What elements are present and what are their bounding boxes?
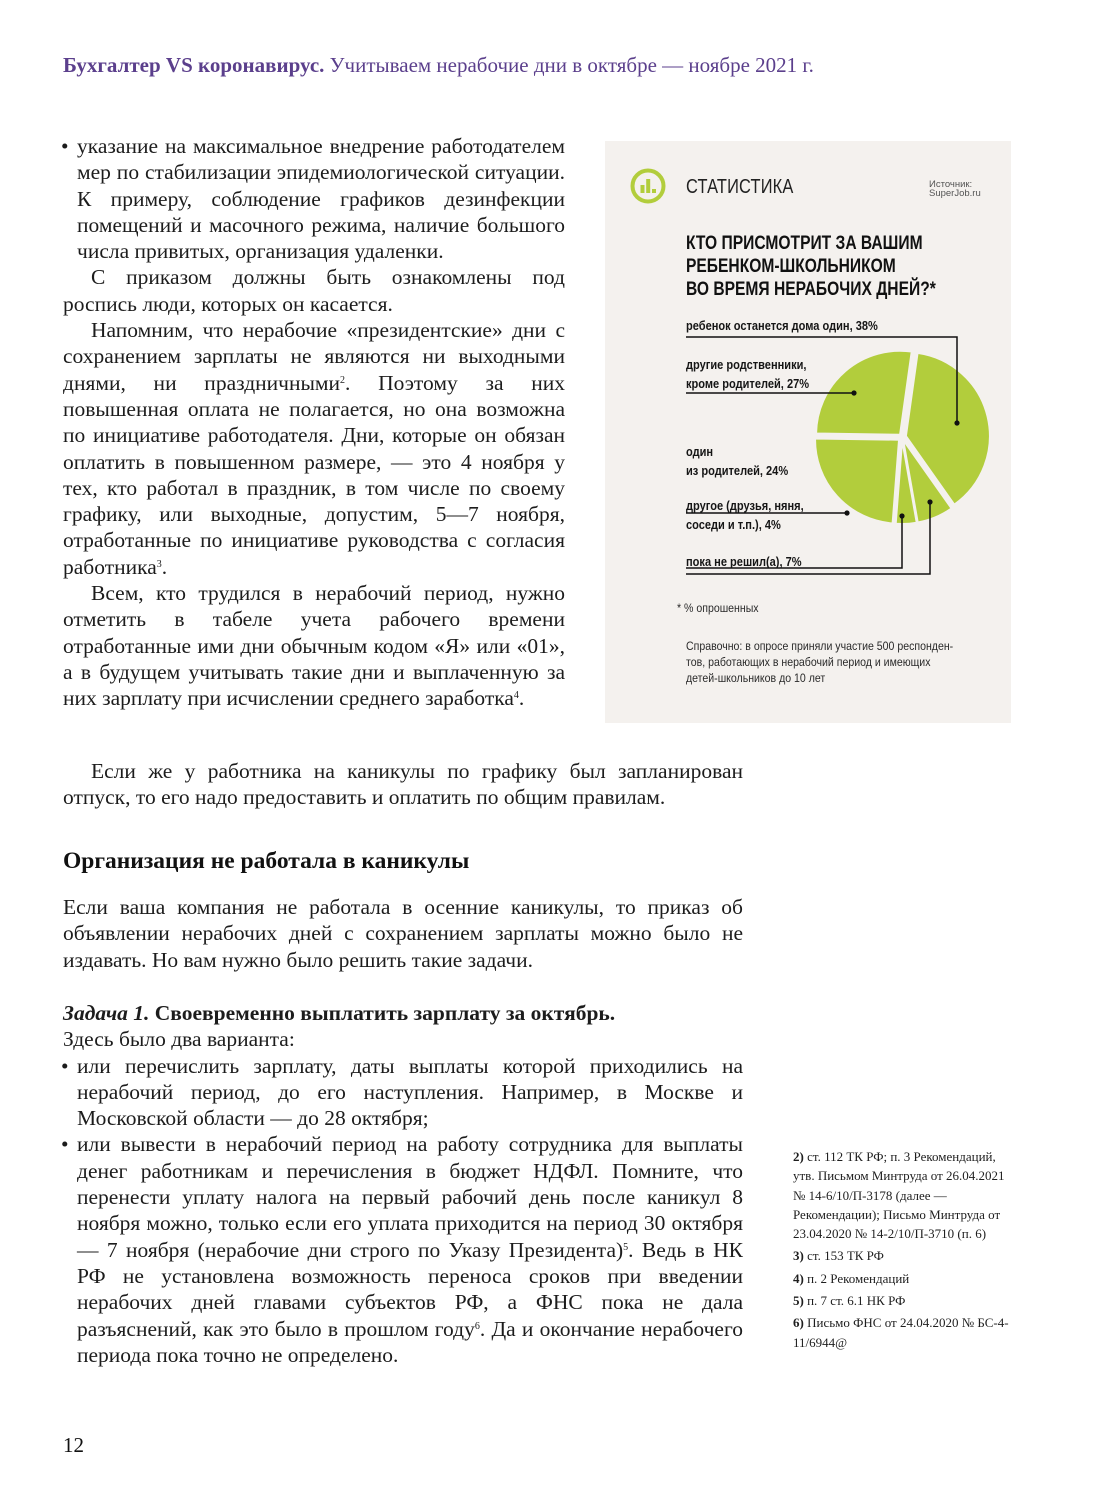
text-run: . Поэтому за них повышенная оплата не полагается, но она возможна по инициативе работодателя. Дни, которые он обязан оплатить в повышенном размере, — это 4 ноября у тех, кто работал в праздник, в том числе по своему графику, или выходные, допустим, 5—7 ноября, отработанные по инициативе руководства с согласия работника (63, 370, 566, 579)
text-run: . (518, 686, 525, 711)
footnote-ref[interactable]: 5 (623, 1241, 629, 1253)
leader-dot (954, 420, 959, 425)
slice-label (686, 496, 804, 534)
text-run: Всем, кто трудился в нерабочий период, нужно отметить в табеле учета рабочего времени отработанные ими дни обычным кодом «Я» или «01», а в будущем учитывать такие дни и выплаченную за них зарплату при исчислении среднего заработка (63, 581, 565, 711)
footnote-ref[interactable]: 4 (513, 690, 519, 702)
source-label: Источник: (929, 179, 973, 190)
slice-label-line: кроме родителей, 27% (686, 376, 810, 391)
footnote (793, 1313, 1013, 1352)
footnote (793, 1291, 1013, 1310)
main-column-wide (63, 758, 743, 811)
footnote-number: 5) (793, 1293, 804, 1309)
text-run: . Да и окончание нерабочего периода пока точно не определено. (77, 1316, 743, 1367)
list-item: • или перечислить зарплату, даты выплаты которой приходились на нерабочий период, до его наступления. Например, в Москве и Московской области — до 28 октября; (63, 1053, 743, 1132)
pie-slice (815, 439, 899, 524)
leader-dot (899, 513, 904, 518)
slice-label-line: из родителей, 24% (686, 463, 789, 478)
chart-footnote: * % опрошенных (677, 601, 759, 615)
footnote-number: 6) (793, 1315, 804, 1331)
list-item (63, 1131, 743, 1368)
footnote-number: 3) (793, 1248, 804, 1264)
running-header (63, 53, 814, 78)
reference-line: тов, работающих в нерабочий период и имеющих (686, 655, 931, 669)
footnote-text: Письмо ФНС от 24.04.2020 № БС-4-11/6944@ (793, 1315, 1009, 1350)
text-run: . (161, 554, 168, 579)
slice-label-line: другие родственники, (686, 357, 807, 372)
leader-dot (927, 499, 932, 504)
sidebar-section-title: СТАТИСТИКА (686, 176, 794, 198)
slice-label-line: соседи и т.п.), 4% (686, 517, 781, 532)
text-run: Напомним, что нерабочие «президентские» дни с сохранением зарплаты не являются ни выходными днями, ни праздничными (63, 318, 565, 395)
slice-label-line: другое (друзья, няня, (686, 498, 804, 513)
text-run: . Ведь в НК РФ не установлена возможность переноса сроков при введении нерабочих дней главами субъектов РФ, а ФНС пока не дала разъяснений, как это было в прошлом году (77, 1237, 743, 1341)
text-run: или вывести в нерабочий период на работу сотрудника для выплаты денег работникам и перечисления в бюджет НДФЛ. Помните, что перенести уплату налога на первый рабочий день после каникул 8 ноября можно, только если его уплата приходится на период 30 октября — 7 ноября (нерабочие дни строго по Указу Президента) (77, 1132, 743, 1262)
chart-title-line: ВО ВРЕМЯ НЕРАБОЧИХ ДНЕЙ?* (686, 278, 936, 300)
task-label: Задача 1. (63, 1001, 150, 1025)
task-block (63, 1000, 743, 1368)
leader-dot (844, 510, 849, 515)
footnote (793, 1269, 1013, 1288)
footnote-text: ст. 112 ТК РФ; п. 3 Рекомендаций, утв. Письмом Минтруда от 26.04.2021 № 14-6/10/П-3178 (далее — Рекомендации); Письмо Минтруда от 23.04.2020 № 14-2/10/П-3710 (п. 6) (793, 1149, 1005, 1242)
header-series-title: Бухгалтер VS коронавирус. (63, 53, 325, 77)
footnotes (793, 1147, 1013, 1355)
list-item: • указание на максимальное внедрение работодателем мер по стабилизации эпидемиологической ситуации. К примеру, соблюдение графиков дезинфекции помещений и масочного режима, наличие большого числа привитых, организация удаленки. (63, 133, 565, 264)
header-article-title: Учитываем нерабочие дни в октябре — ноябре 2021 г. (324, 53, 814, 77)
paragraph (63, 580, 565, 711)
slice-label-line: один (686, 444, 714, 459)
paragraph: Если же у работника на каникулы по графику был запланирован отпуск, то его надо предоставить и оплатить по общим правилам. (63, 759, 743, 810)
chart-title-line: КТО ПРИСМОТРИТ ЗА ВАШИМ (686, 232, 923, 254)
slice-label (686, 442, 788, 480)
paragraph: Если ваша компания не работала в осенние каникулы, то приказ об объявлении нерабочих дней с сохранением зарплаты можно было не издавать. Но вам нужно было решить такие задачи. (63, 895, 743, 972)
source-value: SuperJob.ru (929, 188, 981, 199)
chart-title-line: РЕБЕНКОМ-ШКОЛЬНИКОМ (686, 255, 896, 277)
footnote (793, 1147, 1013, 1243)
footnote-text: ст. 153 ТК РФ (803, 1248, 884, 1264)
footnote-number: 2) (793, 1149, 804, 1164)
reference-line: детей-школьников до 10 лет (686, 671, 826, 685)
footnote-text: п. 2 Рекомендаций (803, 1270, 910, 1286)
main-column-top (63, 133, 565, 712)
slice-label: ребенок останется дома один, 38% (686, 318, 878, 333)
reference-line: Справочно: в опросе приняли участие 500 респонден- (686, 639, 954, 653)
footnote-number: 4) (793, 1270, 804, 1286)
footnote-ref[interactable]: 3 (156, 558, 162, 570)
footnote (793, 1246, 1013, 1265)
slice-label: пока не решил(а), 7% (686, 554, 802, 569)
paragraph: Здесь было два варианта: (63, 1027, 295, 1052)
slice-label (686, 355, 809, 393)
footnote-ref[interactable]: 6 (474, 1320, 480, 1332)
paragraph (63, 317, 565, 580)
footnote-text: п. 7 ст. 6.1 НК РФ (803, 1293, 906, 1309)
survey-reference (686, 638, 953, 686)
leader-dot (851, 390, 856, 395)
task-title: Своевременно выплатить зарплату за октябрь. (149, 1001, 616, 1025)
section-heading: Организация не работала в каникулы (63, 848, 470, 874)
task-heading (63, 1000, 743, 1026)
page-number: 12 (63, 1433, 84, 1457)
paragraph: С приказом должны быть ознакомлены под роспись люди, которых он касается. (63, 265, 565, 316)
footnote-ref[interactable]: 2 (340, 374, 346, 386)
main-column-wide-2 (63, 894, 743, 973)
